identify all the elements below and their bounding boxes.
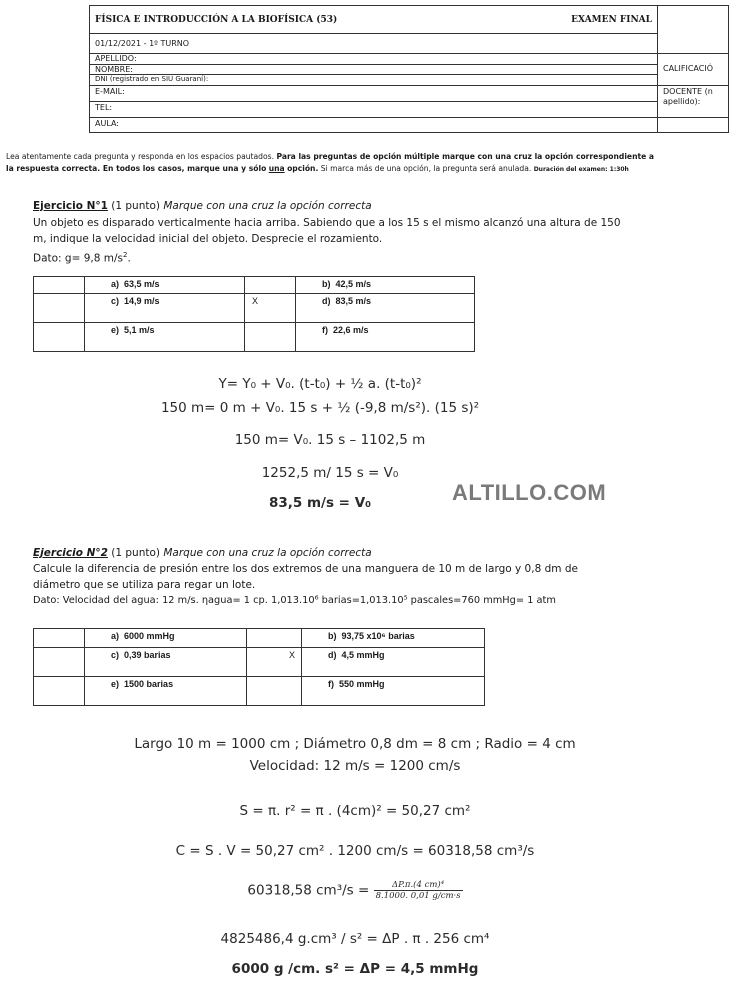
ex1-dato-end: . [127, 252, 131, 265]
teacher-box [658, 117, 729, 132]
ex2-option-a[interactable]: a) 6000 mmHg [85, 629, 247, 648]
email-field[interactable]: E-MAIL: [90, 85, 658, 101]
ex1-text-line2: m, indique la velocidad inicial del objeto. Desprecie el rozamiento. [33, 233, 383, 245]
exam-header-table [89, 5, 729, 133]
ex2-result: 6000 g /cm. s² = ΔP = 4,5 mmHg [231, 961, 479, 977]
ex2-calc-3: S = π. r² = π . (4cm)² = 50,27 cm² [239, 803, 471, 819]
ex2-options-table [33, 628, 485, 706]
ex1-blank-c[interactable] [34, 294, 85, 323]
ex1-option-a[interactable]: a) 63,5 m/s [85, 277, 245, 294]
nombre-field: NOMBRE: [90, 64, 657, 75]
ex1-blank-e[interactable] [34, 323, 85, 352]
ex2-option-f[interactable]: f) 550 mmHg [302, 677, 485, 706]
teacher-label-1: DOCENTE (n [663, 86, 713, 96]
ex1-label: Ejercicio N°1 [33, 200, 108, 212]
dni-field: DNI (registrado en SIU Guaraní): [90, 74, 657, 85]
ex2-fraction-denominator: 8.1000. 0,01 g/cm·s [375, 891, 461, 901]
ex2-blank-e[interactable] [34, 677, 85, 706]
ex1-result: 83,5 m/s = V₀ [268, 495, 372, 511]
ex2-blank-a[interactable] [34, 629, 85, 648]
ex1-option-c[interactable]: c) 14,9 m/s [85, 294, 245, 323]
ex2-instruction: Marque con una cruz la opción correcta [163, 547, 372, 559]
student-id-block[interactable] [90, 54, 658, 86]
instr-line1b: Para las preguntas de opción múltiple marque con una cruz la opción correspondiente a [276, 152, 655, 161]
ex1-blank-a[interactable] [34, 277, 85, 294]
ex1-title [33, 198, 372, 214]
grade-box-top [658, 6, 729, 54]
ex1-dato: Dato: g= 9,8 m/s [33, 252, 124, 265]
exam-instructions [6, 151, 706, 175]
ex2-text-line2: diámetro que se utiliza para regar un lote. [33, 579, 256, 591]
instr-line2b: opción. [287, 163, 319, 173]
ex1-calc-4: 1252,5 m/ 15 s = V₀ [261, 465, 399, 481]
ex1-dato-sup: 2 [123, 251, 128, 259]
ex2-calc-5-left: 60318,58 cm³/s = [247, 882, 370, 899]
ex1-mark-a[interactable] [245, 277, 296, 294]
ex2-calc-1: Largo 10 m = 1000 cm ; Diámetro 0,8 dm = 8 cm ; Radio = 4 cm [134, 736, 576, 752]
tel-field[interactable]: TEL: [90, 101, 658, 117]
ex2-mark-e[interactable] [247, 677, 302, 706]
ex2-points: (1 punto) [111, 547, 161, 559]
ex2-calc-4: C = S . V = 50,27 cm² . 1200 cm/s = 60318,58 cm³/s [175, 843, 535, 859]
ex2-dato: Dato: Velocidad del agua: 12 m/s. ηagua= 1 cp. 1,013.10⁶ barias=1,013.10⁵ pascales=760 mmHg= 1 atm [33, 595, 556, 606]
ex1-option-b[interactable]: b) 42,5 m/s [296, 277, 475, 294]
ex1-options-table [33, 276, 475, 352]
ex2-blank-c[interactable] [34, 648, 85, 677]
ex1-mark-e[interactable] [245, 323, 296, 352]
instr-line2a: la respuesta correcta. En todos los casos, marque una y sólo [6, 163, 267, 173]
exam-date-turn: 01/12/2021 - 1º TURNO [90, 34, 658, 54]
instr-duration: Duración del examen: 1:30h [533, 165, 629, 173]
grade-label: CALIFICACIÓ [658, 54, 729, 86]
exam-type: EXAMEN FINAL [527, 6, 658, 34]
aula-field[interactable]: AULA: [90, 117, 658, 132]
ex1-text-line1: Un objeto es disparado verticalmente hacia arriba. Sabiendo que a los 15 s el mismo alcanzó una altura de 150 [33, 217, 621, 229]
ex2-fraction-numerator: ΔP.π.(4 cm)⁴ [374, 880, 463, 891]
ex2-mark-c[interactable]: X [247, 648, 302, 677]
ex2-fraction [374, 880, 463, 901]
ex2-calc-2: Velocidad: 12 m/s = 1200 cm/s [249, 758, 461, 774]
ex2-calc-6: 4825486,4 g.cm³ / s² = ΔP . π . 256 cm⁴ [220, 931, 490, 947]
instr-line2u: una [268, 163, 285, 173]
ex2-text-line1: Calcule la diferencia de presión entre los dos extremos de una manguera de 10 m de largo y 0,8 dm de [33, 563, 578, 575]
teacher-label-2: apellido): [663, 96, 701, 106]
ex2-text [33, 561, 578, 609]
ex1-text [33, 215, 621, 267]
instr-line2c: Si marca más de una opción, la pregunta será anulada. [320, 163, 532, 173]
altillo-watermark: ALTILLO.COM [452, 480, 607, 505]
instr-line1a: Lea atentamente cada pregunta y responda en los espacios pautados. [6, 152, 275, 161]
ex1-mark-c[interactable]: X [245, 294, 296, 323]
ex1-option-e[interactable]: e) 5,1 m/s [85, 323, 245, 352]
ex2-option-d[interactable]: d) 4,5 mmHg [302, 648, 485, 677]
ex2-calc-5 [35, 880, 675, 901]
ex1-instruction: Marque con una cruz la opción correcta [163, 200, 372, 212]
ex1-calc-1: Y= Y₀ + V₀. (t-t₀) + ½ a. (t-t₀)² [218, 376, 422, 392]
ex2-option-c[interactable]: c) 0,39 barias [85, 648, 247, 677]
ex2-label: Ejercicio N°2 [33, 547, 108, 559]
ex2-option-b[interactable]: b) 93,75 x10⁶ barias [302, 629, 485, 648]
ex1-calc-3: 150 m= V₀. 15 s – 1102,5 m [234, 432, 426, 448]
ex1-option-f[interactable]: f) 22,6 m/s [296, 323, 475, 352]
ex2-mark-a[interactable] [247, 629, 302, 648]
ex1-calc-2: 150 m= 0 m + V₀. 15 s + ½ (-9,8 m/s²). (15 s)² [160, 400, 480, 416]
ex1-points: (1 punto) [111, 200, 161, 212]
course-title: FÍSICA E INTRODUCCIÓN A LA BIOFÍSICA (53) [90, 6, 528, 34]
teacher-label [658, 85, 729, 117]
apellido-field: APELLIDO: [95, 54, 137, 63]
ex2-title [33, 545, 372, 561]
ex2-option-e[interactable]: e) 1500 barias [85, 677, 247, 706]
ex1-option-d[interactable]: d) 83,5 m/s [296, 294, 475, 323]
